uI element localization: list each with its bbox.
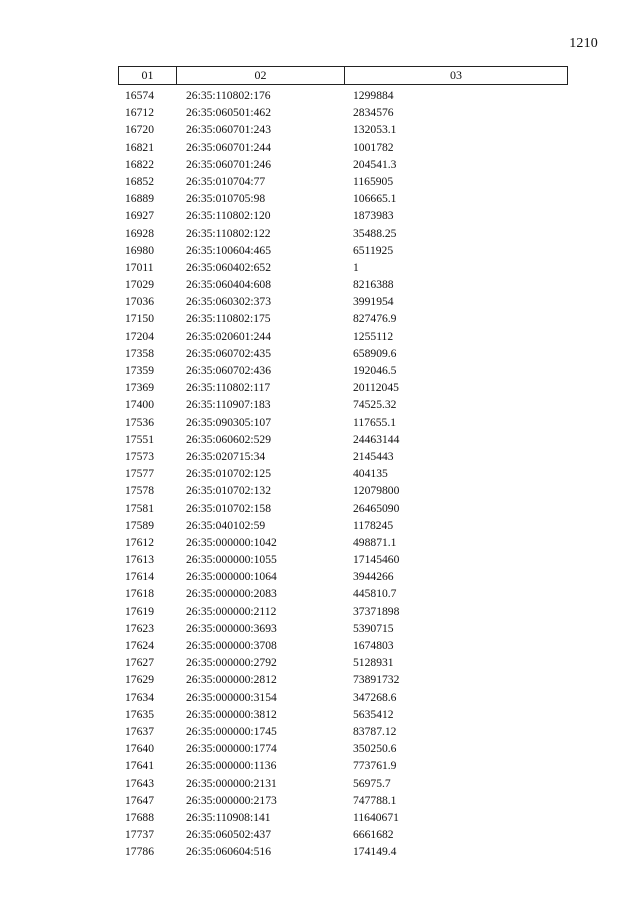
table-row: [118, 551, 568, 568]
table-cell-03: 2834576: [353, 106, 394, 120]
table-cell-01: 17581: [125, 501, 154, 515]
table-cell-01: 16889: [125, 192, 154, 206]
table-row: [118, 328, 568, 345]
table-cell-02: 26:35:060404:608: [186, 278, 272, 292]
table-row: [118, 706, 568, 723]
table-cell-03: 11640671: [353, 810, 399, 824]
table-cell-02: 26:35:110802:117: [186, 381, 271, 395]
table-body: [118, 87, 568, 860]
table-cell-01: 17589: [125, 518, 154, 532]
table-cell-03: 1165905: [353, 174, 394, 188]
table-row: [118, 740, 568, 757]
table-cell-03: 350250.6: [353, 742, 397, 756]
table-cell-01: 17641: [125, 759, 154, 773]
table-row: [118, 156, 568, 173]
table-cell-02: 26:35:060701:243: [186, 123, 272, 137]
table-cell-02: 26:35:000000:1745: [186, 724, 277, 738]
table-cell-02: 26:35:000000:3693: [186, 621, 277, 635]
table-cell-03: 74525.32: [353, 398, 397, 412]
table-cell-03: 347268.6: [353, 690, 397, 704]
table-row: [118, 259, 568, 276]
table-cell-03: 1001782: [353, 140, 394, 154]
table-cell-02: 26:35:010702:125: [186, 467, 272, 481]
table-row: [118, 207, 568, 224]
table-row: [118, 620, 568, 637]
table-cell-03: 73891732: [353, 673, 400, 687]
table-cell-03: 17145460: [353, 553, 400, 567]
table-row: [118, 448, 568, 465]
table-cell-02: 26:35:110802:175: [186, 312, 271, 326]
table-cell-01: 16822: [125, 157, 154, 171]
table-row: [118, 139, 568, 156]
table-cell-03: 12079800: [353, 484, 400, 498]
table-cell-02: 26:35:100604:465: [186, 243, 272, 257]
table-cell-01: 17573: [125, 449, 154, 463]
table-row: [118, 242, 568, 259]
table-cell-01: 17551: [125, 432, 154, 446]
table-cell-03: 26465090: [353, 501, 400, 515]
table-cell-03: 192046.5: [353, 364, 397, 377]
table-cell-02: 26:35:000000:2792: [186, 656, 277, 670]
table-row: [118, 396, 568, 413]
table-row: [118, 517, 568, 534]
table-cell-01: 17635: [125, 707, 154, 721]
table-cell-02: 26:35:060604:516: [186, 845, 272, 859]
table-cell-02: 26:35:000000:2173: [186, 793, 277, 807]
table-cell-02: 26:35:040102:59: [186, 518, 266, 532]
table-cell-01: 17688: [125, 810, 154, 824]
table-cell-03: 24463144: [353, 432, 400, 446]
table-cell-01: 16852: [125, 174, 154, 188]
table-row: [118, 757, 568, 774]
table-cell-01: 17358: [125, 346, 154, 360]
table-row: [118, 534, 568, 551]
table-cell-03: 204541.3: [353, 157, 397, 171]
data-table: [118, 66, 568, 860]
table-cell-02: 26:35:060702:435: [186, 346, 272, 360]
table-row: [118, 843, 568, 860]
table-cell-01: 17612: [125, 535, 154, 549]
table-cell-01: 17624: [125, 639, 154, 652]
table-cell-01: 17029: [125, 278, 154, 292]
table-cell-03: 132053.1: [353, 123, 397, 137]
table-row: [118, 654, 568, 671]
table-cell-03: 1178245: [353, 518, 394, 532]
table-cell-01: 17634: [125, 690, 154, 704]
table-row: [118, 637, 568, 654]
table-cell-03: 404135: [353, 467, 388, 481]
table-cell-01: 16720: [125, 123, 154, 137]
table-cell-03: 747788.1: [353, 793, 397, 807]
table-cell-03: 117655.1: [353, 415, 397, 429]
table-row: [118, 568, 568, 585]
table-cell-03: 35488.25: [353, 226, 397, 240]
table-cell-01: 17204: [125, 329, 154, 343]
table-cell-03: 498871.1: [353, 535, 397, 549]
table-row: [118, 585, 568, 602]
table-row: [118, 414, 568, 431]
table-cell-02: 26:35:000000:2083: [186, 587, 277, 601]
table-cell-03: 5635412: [353, 707, 394, 721]
table-cell-01: 17640: [125, 742, 154, 756]
table-cell-03: 3991954: [353, 295, 394, 309]
table-cell-02: 26:35:090305:107: [186, 415, 272, 429]
table-cell-01: 17536: [125, 415, 154, 429]
table-row: [118, 362, 568, 379]
table-cell-03: 174149.4: [353, 845, 397, 859]
table-cell-01: 17647: [125, 793, 154, 807]
table-row: [118, 173, 568, 190]
table-cell-03: 3944266: [353, 570, 394, 584]
table-cell-01: 17400: [125, 398, 154, 412]
table-cell-01: 16821: [125, 140, 154, 154]
table-cell-01: 17619: [125, 604, 154, 618]
table-row: [118, 190, 568, 207]
table-cell-02: 26:35:010704:77: [186, 174, 266, 188]
table-cell-03: 827476.9: [353, 312, 397, 326]
table-cell-01: 17578: [125, 484, 154, 498]
table-cell-03: 2145443: [353, 449, 394, 463]
table-row: [118, 792, 568, 809]
table-cell-02: 26:35:110802:120: [186, 209, 271, 223]
table-cell-03: 1255112: [353, 329, 394, 343]
table-cell-01: 16927: [125, 209, 154, 223]
table-cell-02: 26:35:060501:462: [186, 106, 272, 120]
table-cell-01: 17369: [125, 381, 154, 395]
table-cell-01: 17623: [125, 621, 154, 635]
table-cell-02: 26:35:000000:3708: [186, 639, 277, 652]
page-number: 1210: [569, 36, 598, 51]
table-cell-01: 17629: [125, 673, 154, 687]
table-cell-01: 17150: [125, 312, 154, 326]
table-cell-01: 17577: [125, 467, 154, 481]
column-header-03: 03: [450, 68, 462, 82]
table-cell-03: 658909.6: [353, 346, 397, 360]
table-cell-03: 20112045: [353, 381, 399, 395]
table-cell-01: 16980: [125, 243, 154, 257]
table-row: [118, 87, 568, 104]
table-cell-01: 17618: [125, 587, 154, 601]
table-cell-02: 26:35:060402:652: [186, 260, 272, 274]
table-cell-02: 26:35:010702:158: [186, 501, 272, 515]
table-row: [118, 465, 568, 482]
table-row: [118, 689, 568, 706]
table-cell-02: 26:35:010702:132: [186, 484, 272, 498]
table-row: [118, 431, 568, 448]
table-cell-02: 26:35:000000:2131: [186, 776, 277, 790]
table-row: [118, 293, 568, 310]
table-cell-03: 6511925: [353, 243, 394, 257]
table-cell-01: 17643: [125, 776, 154, 790]
table-cell-01: 17614: [125, 570, 154, 584]
table-cell-02: 26:35:060702:436: [186, 364, 272, 377]
table-cell-03: 1299884: [353, 89, 394, 102]
table-cell-03: 106665.1: [353, 192, 397, 206]
table-cell-02: 26:35:060701:246: [186, 157, 272, 171]
table-cell-01: 17011: [125, 260, 154, 274]
table-row: [118, 310, 568, 327]
table-header: [118, 66, 568, 85]
table-cell-03: 1873983: [353, 209, 394, 223]
table-cell-02: 26:35:000000:3812: [186, 707, 277, 721]
table-cell-01: 17359: [125, 364, 154, 377]
table-row: [118, 276, 568, 293]
column-header-02: 02: [177, 67, 345, 84]
table-cell-01: 17613: [125, 553, 154, 567]
table-cell-02: 26:35:060602:529: [186, 432, 272, 446]
table-cell-01: 16928: [125, 226, 154, 240]
table-row: [118, 482, 568, 499]
table-cell-02: 26:35:000000:1042: [186, 535, 277, 549]
column-header-01: 01: [119, 67, 177, 84]
table-cell-01: 17036: [125, 295, 154, 309]
table-cell-02: 26:35:110907:183: [186, 398, 271, 412]
table-row: [118, 225, 568, 242]
table-row: [118, 121, 568, 138]
table-cell-01: 16574: [125, 89, 154, 102]
table-cell-03: 83787.12: [353, 724, 397, 738]
table-row: [118, 500, 568, 517]
table-cell-02: 26:35:000000:2112: [186, 604, 277, 618]
table-cell-02: 26:35:020601:244: [186, 329, 272, 343]
table-cell-02: 26:35:110802:122: [186, 226, 271, 240]
table-row: [118, 379, 568, 396]
table-cell-03: 6661682: [353, 828, 394, 842]
table-cell-03: 5390715: [353, 621, 394, 635]
table-cell-02: 26:35:000000:3154: [186, 690, 277, 704]
table-cell-02: 26:35:110802:176: [186, 89, 271, 102]
table-cell-02: 26:35:020715:34: [186, 449, 266, 463]
table-cell-02: 26:35:110908:141: [186, 810, 271, 824]
table-cell-03: 1674803: [353, 639, 394, 652]
table-cell-02: 26:35:000000:1055: [186, 553, 277, 567]
table-cell-01: 16712: [125, 106, 154, 120]
table-cell-02: 26:35:060701:244: [186, 140, 272, 154]
table-cell-01: 17737: [125, 828, 154, 842]
table-cell-02: 26:35:000000:2812: [186, 673, 277, 687]
table-row: [118, 775, 568, 792]
table-cell-02: 26:35:060502:437: [186, 828, 272, 842]
table-row: [118, 723, 568, 740]
table-cell-03: 56975.7: [353, 776, 391, 790]
table-cell-02: 26:35:000000:1774: [186, 742, 277, 756]
table-cell-02: 26:35:000000:1064: [186, 570, 277, 584]
table-row: [118, 671, 568, 688]
table-cell-01: 17627: [125, 656, 154, 670]
table-cell-03: 5128931: [353, 656, 394, 670]
table-row: [118, 809, 568, 826]
table-cell-03: 1: [353, 260, 359, 274]
table-cell-02: 26:35:060302:373: [186, 295, 272, 309]
table-row: [118, 826, 568, 843]
table-cell-03: 445810.7: [353, 587, 397, 601]
table-cell-03: 773761.9: [353, 759, 397, 773]
table-cell-03: 37371898: [353, 604, 400, 618]
table-row: [118, 345, 568, 362]
table-cell-01: 17786: [125, 845, 154, 859]
table-row: [118, 104, 568, 121]
table-cell-02: 26:35:010705:98: [186, 192, 266, 206]
table-cell-01: 17637: [125, 724, 154, 738]
table-cell-02: 26:35:000000:1136: [186, 759, 277, 773]
table-row: [118, 603, 568, 620]
table-cell-03: 8216388: [353, 278, 394, 292]
